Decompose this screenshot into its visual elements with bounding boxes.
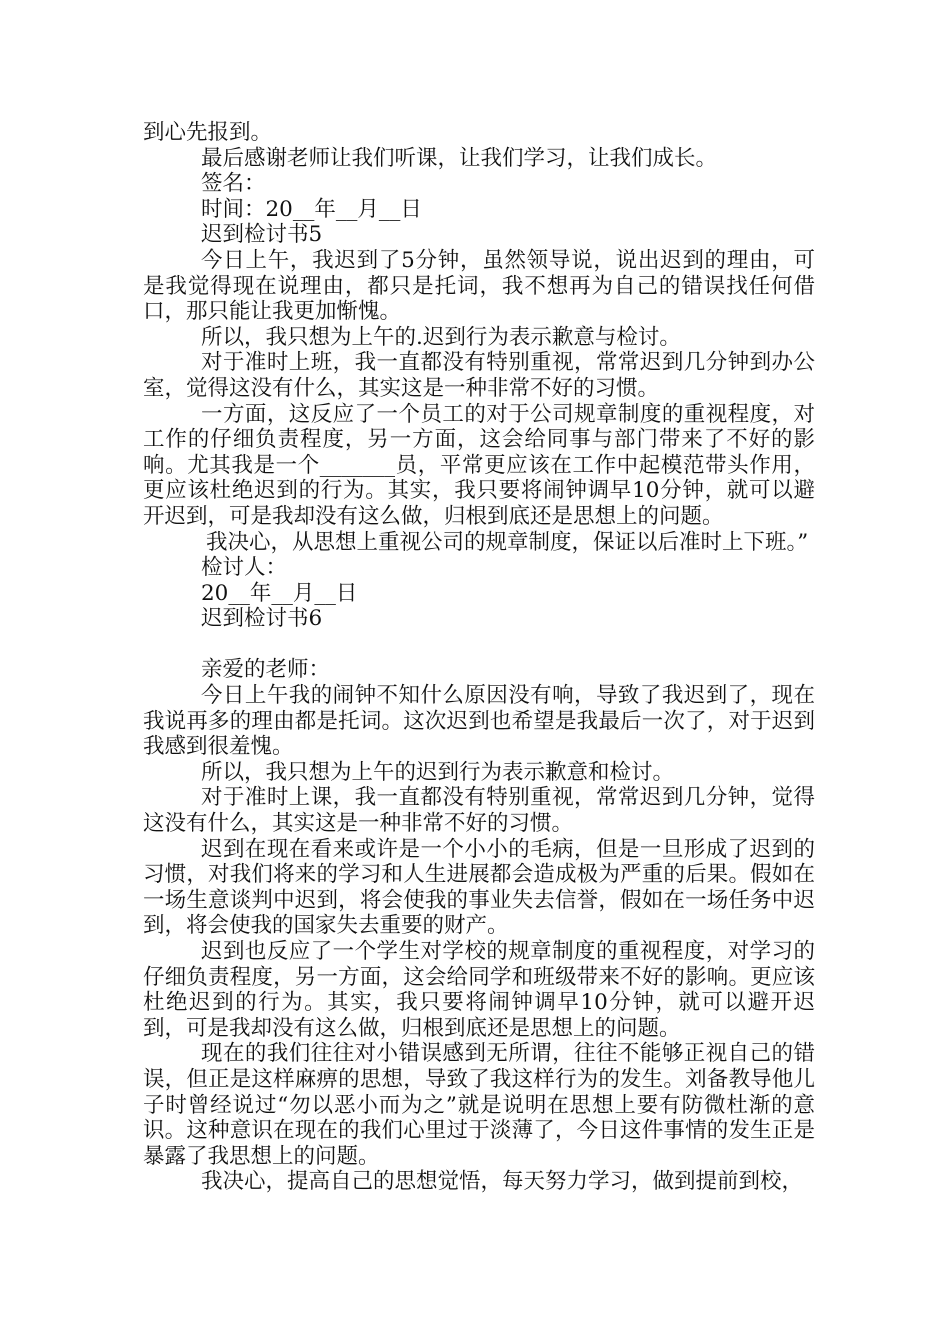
signer-label: 检讨人： <box>201 555 288 581</box>
section-title: 迟到检讨书5 <box>201 222 323 248</box>
paragraph: 今日上午我的闹钟不知什么原因没有响，导致了我迟到了，现在我说再多的理由都是托词。这次迟到也希望是我最后一次了，对于迟到我感到很羞愧。 <box>143 683 815 760</box>
date-line: 20__年__月__日 <box>201 580 358 606</box>
paragraph: 所以，我只想为上午的迟到行为表示歉意和检讨。 <box>201 759 675 785</box>
paragraph: 最后感谢老师让我们听课，让我们学习，让我们成长。 <box>201 145 718 171</box>
paragraph: 对于准时上课，我一直都没有特别重视，常常迟到几分钟，觉得这没有什么，其实这是一种非常不好的习惯。 <box>143 785 815 837</box>
paragraph: 迟到在现在看来或许是一个小小的毛病，但是一旦形成了迟到的习惯，对我们将来的学习和人生进展都会造成极为严重的后果。假如在一场生意谈判中迟到，将会使我的事业失去信誉，假如在一场任务中迟到，将会使我的国家失去重要的财产。 <box>143 836 815 939</box>
blank-line <box>143 632 815 658</box>
paragraph: 我决心，提高自己的思想觉悟，每天努力学习，做到提前到校， <box>201 1169 804 1195</box>
document-body <box>143 120 815 1195</box>
salutation: 亲爱的老师： <box>201 657 331 683</box>
paragraph: 我决心，从思想上重视公司的规章制度，保证以后准时上下班。” <box>206 529 809 555</box>
date-line: 时间：20__年__月__日 <box>201 196 422 222</box>
paragraph: 现在的我们往往对小错误感到无所谓，往往不能够正视自己的错误，但正是这样麻痹的思想，导致了我这样行为的发生。刘备教导他儿子时曾经说过“勿以恶小而为之”就是说明在思想上要有防微杜渐的意识。这种意识在现在的我们心里过于淡薄了，今日这件事情的发生正是暴露了我思想上的问题。 <box>143 1041 815 1169</box>
paragraph: 一方面，这反应了一个员工的对于公司规章制度的重视程度，对工作的仔细负责程度，另一方面，这会给同事与部门带来了不好的影响。尤其我是一个_______员，平常更应该在工作中起模范带头作用，更应该杜绝迟到的行为。其实，我只要将闹钟调早10分钟，就可以避开迟到，可是我却没有这么做，归根到底还是思想上的问题。 <box>143 401 815 529</box>
section-title: 迟到检讨书6 <box>201 606 323 632</box>
paragraph: 迟到也反应了一个学生对学校的规章制度的重视程度，对学习的仔细负责程度，另一方面，这会给同学和班级带来不好的影响。更应该杜绝迟到的行为。其实，我只要将闹钟调早10分钟，就可以避开迟到，可是我却没有这么做，归根到底还是思想上的问题。 <box>143 939 815 1041</box>
paragraph: 今日上午，我迟到了5分钟，虽然领导说，说出迟到的理由，可是我觉得现在说理由，都只是托词，我不想再为自己的错误找任何借口，那只能让我更加惭愧。 <box>143 247 815 325</box>
paragraph: 到心先报到。 <box>143 120 273 145</box>
signature-label: 签名： <box>201 171 266 197</box>
paragraph: 所以，我只想为上午的.迟到行为表示歉意与检讨。 <box>201 324 681 350</box>
paragraph: 对于准时上班，我一直都没有特别重视，常常迟到几分钟到办公室，觉得这没有什么，其实这是一种非常不好的习惯。 <box>143 350 815 401</box>
